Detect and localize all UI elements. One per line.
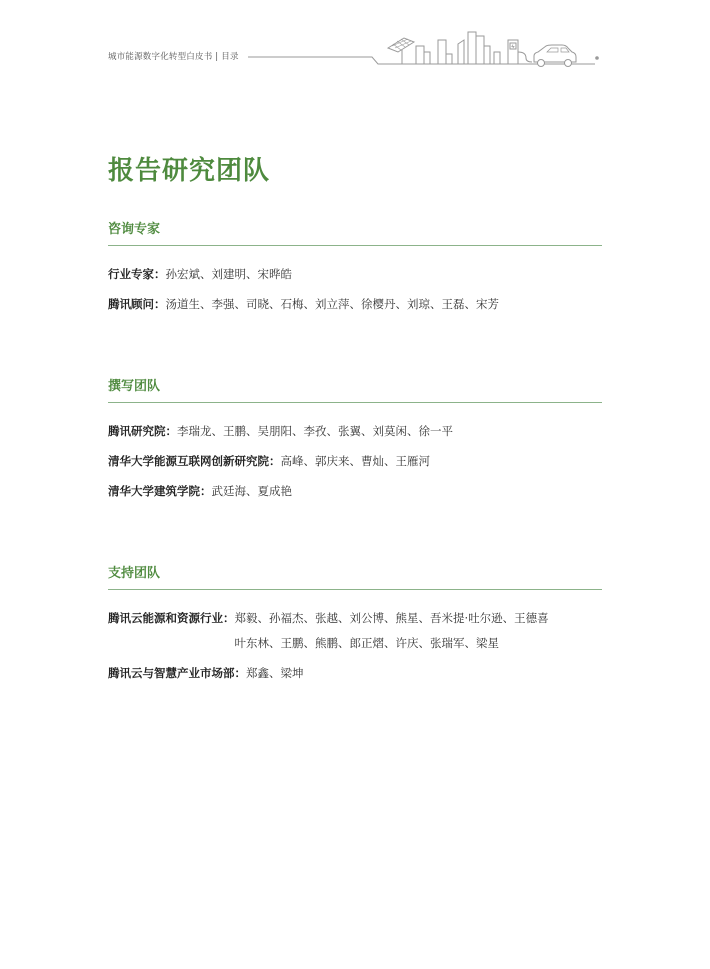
entry-role: 腾讯云与智慧产业市场部： (108, 666, 246, 680)
entry-names: 郑鑫、梁坤 (246, 666, 304, 680)
electric-car-icon (534, 45, 576, 67)
entry-names: 武廷海、夏成艳 (211, 484, 292, 498)
city-buildings-icon (416, 32, 500, 64)
entry-names: 孙宏斌、刘建明、宋晔皓 (165, 267, 292, 281)
team-entry (108, 419, 602, 444)
rule-end-dot (595, 56, 599, 60)
entry-role: 清华大学能源互联网创新研究院： (108, 454, 281, 468)
entry-names-line: 叶东林、王鹏、熊鹏、郎正熠、许庆、张瑞军、梁星 (234, 636, 499, 650)
team-entry (108, 661, 602, 686)
section-title: 咨询专家 (108, 219, 602, 246)
team-entry (108, 479, 602, 504)
ev-charger-icon (508, 40, 532, 64)
entry-role: 腾讯云能源和资源行业： (108, 611, 235, 625)
page-title: 报告研究团队 (108, 156, 271, 186)
entry-names: 汤道生、李强、司晓、石梅、刘立萍、徐樱丹、刘琼、王磊、宋芳 (165, 297, 499, 311)
entry-role: 腾讯研究院： (108, 424, 177, 438)
section-writers (108, 376, 602, 504)
team-entry (108, 449, 602, 474)
entry-names: 高峰、郭庆来、曹灿、王雁河 (280, 454, 430, 468)
entry-names: 李瑞龙、王鹏、吴朋阳、李孜、张翼、刘莫闲、徐一平 (177, 424, 453, 438)
section-support (108, 563, 602, 686)
entry-role: 清华大学建筑学院： (108, 484, 212, 498)
section-advisors (108, 219, 602, 317)
section-title: 支持团队 (108, 563, 602, 590)
entry-names-line: 郑毅、孙福杰、张越、刘公博、熊星、吾米提·吐尔逊、王德喜 (234, 611, 549, 625)
header-breadcrumb: 城市能源数字化转型白皮书 | 目录 (108, 52, 239, 62)
team-entry (108, 606, 602, 656)
section-title: 撰写团队 (108, 376, 602, 403)
entry-role: 行业专家： (108, 267, 166, 281)
entry-names (235, 606, 549, 656)
team-entry (108, 262, 602, 287)
solar-panel-icon (388, 38, 414, 64)
entry-role: 腾讯顾问： (108, 297, 166, 311)
team-entry (108, 292, 602, 317)
city-energy-illustration (0, 0, 710, 80)
